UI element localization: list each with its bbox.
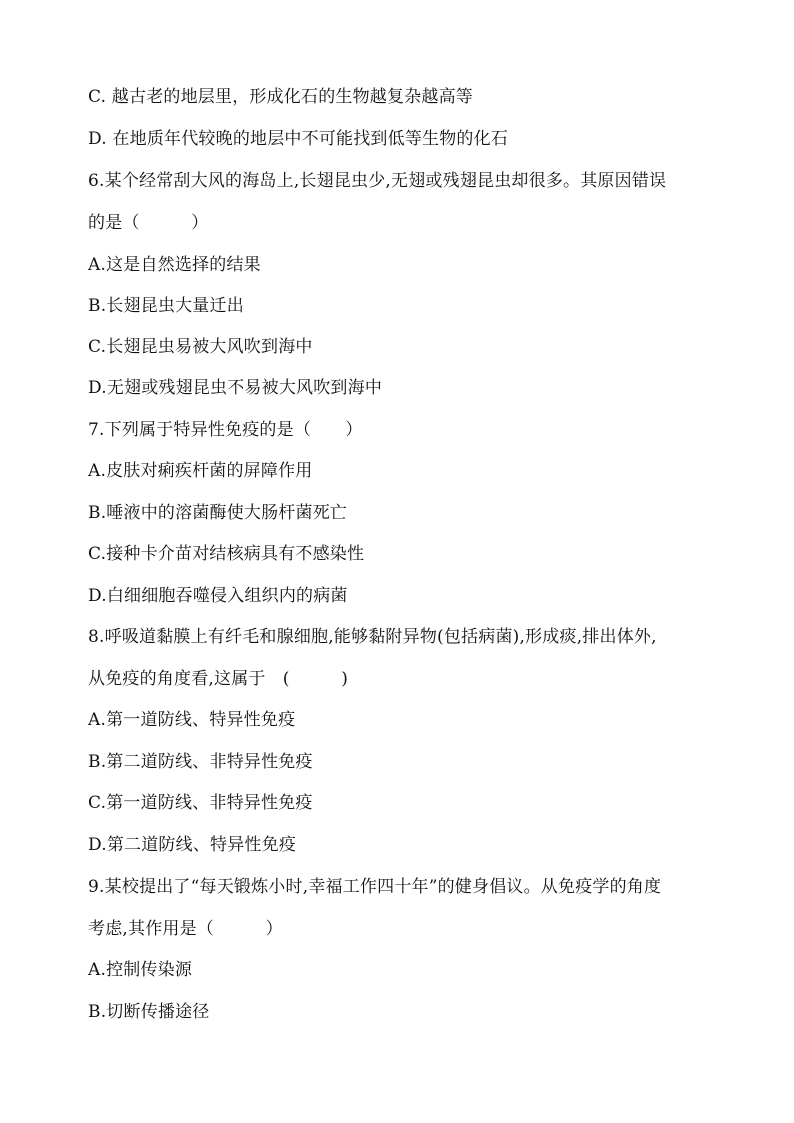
option-a-q7: A.皮肤对痢疾杆菌的屏障作用 (88, 461, 313, 481)
option-d-q6: D.无翅或残翅昆虫不易被大风吹到海中 (88, 378, 383, 398)
option-a-q8: A.第一道防线、特异性免疫 (88, 710, 296, 730)
option-d-q8: D.第二道防线、特异性免疫 (88, 835, 297, 855)
option-c-q5: C. 越古老的地层里，形成化石的生物越复杂越高等 (88, 87, 474, 107)
option-a-q6: A.这是自然选择的结果 (88, 255, 261, 275)
option-c-q6: C.长翅昆虫易被大风吹到海中 (88, 337, 313, 357)
option-c-q7: C.接种卡介苗对结核病具有不感染性 (88, 544, 365, 564)
question-7-stem: 7.下列属于特异性免疫的是（ ） (88, 420, 363, 440)
option-c-q8: C.第一道防线、非特异性免疫 (88, 793, 313, 813)
option-b-q6: B.长翅昆虫大量迁出 (88, 296, 244, 316)
option-b-q7: B.唾液中的溶菌酶使大肠杆菌死亡 (88, 503, 348, 523)
question-9-stem-cont: 考虑,其作用是（ ） (88, 919, 283, 939)
question-9-stem: 9.某校提出了“每天锻炼小时,幸福工作四十年”的健身倡议。从免疫学的角度 (88, 877, 662, 897)
question-8-stem: 8.呼吸道黏膜上有纤毛和腺细胞,能够黏附异物(包括病菌),形成痰,排出体外, (88, 627, 657, 647)
option-b-q8: B.第二道防线、非特异性免疫 (88, 752, 313, 772)
question-6-stem: 6.某个经常刮大风的海岛上,长翅昆虫少,无翅或残翅昆虫却很多。其原因错误 (88, 171, 667, 191)
option-b-q9: B.切断传播途径 (88, 1002, 210, 1022)
question-8-stem-cont: 从免疫的角度看,这属于 ( ) (88, 669, 349, 689)
option-d-q5: D. 在地质年代较晚的地层中不可能找到低等生物的化石 (88, 129, 509, 149)
question-6-stem-cont: 的是（ ） (88, 213, 209, 233)
option-d-q7: D.白细细胞吞噬侵入组织内的病菌 (88, 586, 348, 606)
option-a-q9: A.控制传染源 (88, 960, 193, 980)
